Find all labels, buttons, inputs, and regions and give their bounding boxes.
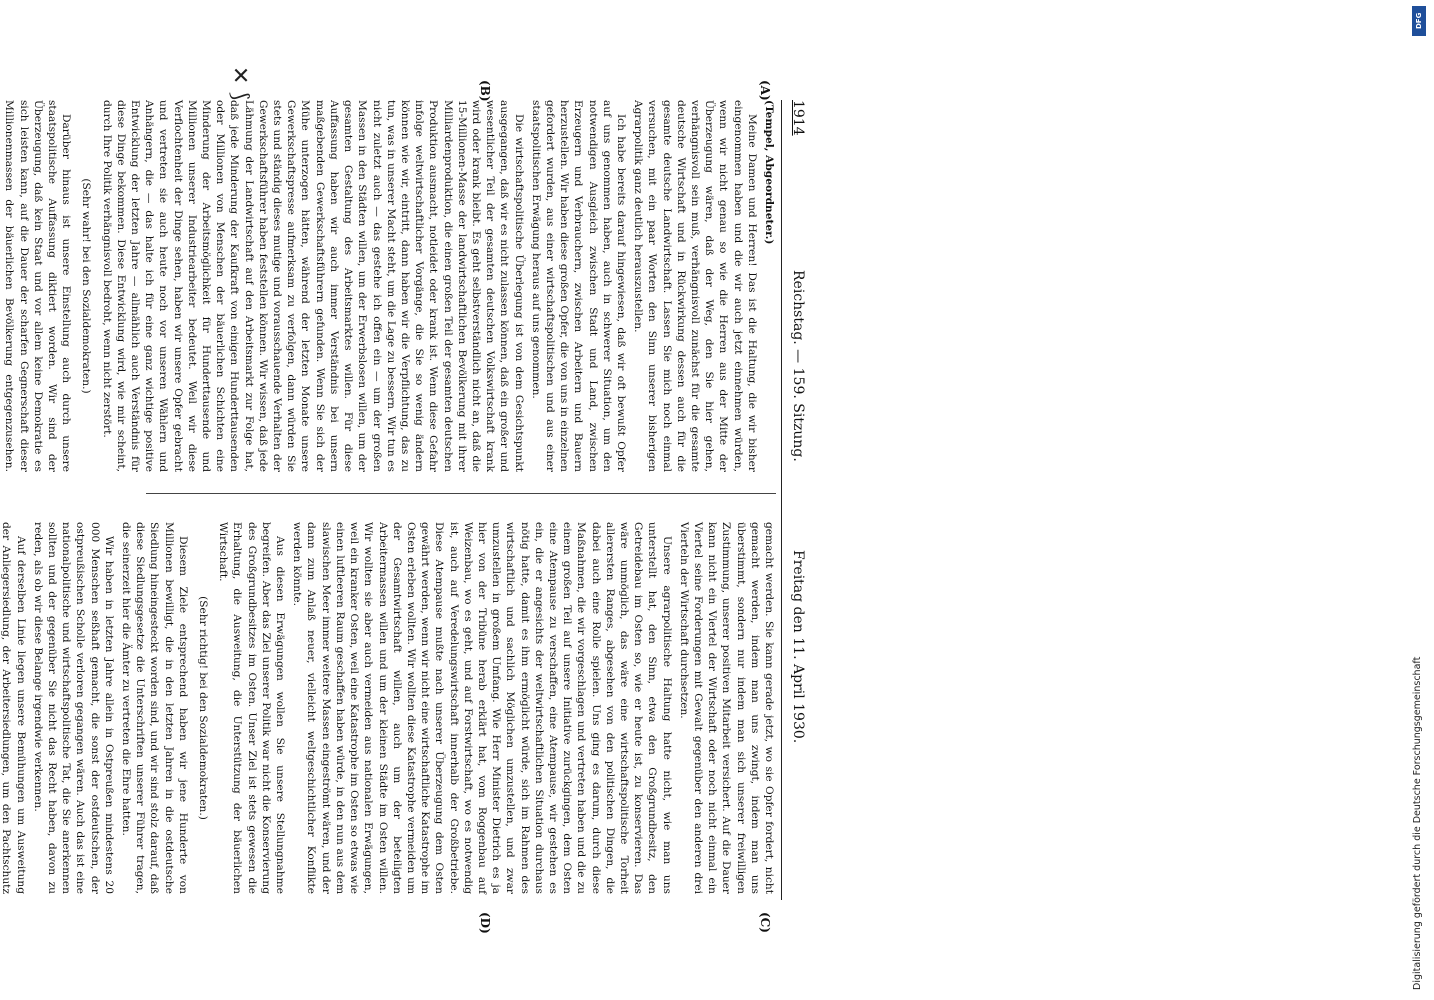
interjection: (Sehr richtig! bei den Sozialdemokraten.) — [197, 596, 210, 820]
paragraph: Wir haben in letzten Jahre allein in Ostpreußen mindestens 20 000 Menschen seßhaft gemacht, die sonst der ostdeutschen, der ostpreußischen Scholle verloren gegangen wären. Auch das ist eine nationalpolitische und wirtschaftspolitische Tat, die Sie anerkennen sollten und der gegenüber Sie nicht das Recht haben, davon zu reden, als ob wir diese Belange irgendwie verkennen. — [31, 522, 115, 894]
paragraph: Meine Damen und Herren! Das ist die Haltung, die wir bisher eingenommen haben und die wir auch jetzt einnehmen würden, wenn wir nicht genau so wie die Herren aus der Mitte der Überzeugung wären, daß der Weg, den Sie hier gehen, verhängnisvoll sein muß, verhängnisvoll zunächst für die gesamte deutsche Wirtschaft und in Rückwirkung dessen auch für die gesamte deutsche Landwirtschaft. Lassen Sie mich noch einmal versuchen, mit ein paar Worten den Sinn unserer bisherigen Agrarpolitik ganz deutlich herauszustellen. — [632, 100, 758, 472]
session-title: Reichstag. — 159. Sitzung. — [790, 270, 806, 462]
interjection: (Sehr wahr! bei den Sozialdemokraten.) — [80, 178, 93, 394]
header-rule — [781, 100, 782, 900]
margin-letter-b: (B) — [478, 80, 492, 102]
paragraph: Darüber hinaus ist unsere Einstellung auch durch unsere staatspolitische Auffassung diktiert worden. Wir sind der Überzeugung, daß kein Staat und vor allem keine Demokratie es sich leisten kann, auf die Dauer der scharfen Gegnerschaft dieser Millionenmassen der bäuerlichen Bevölkerung entgegenzusehen. — [3, 100, 73, 472]
page-number: 1914 — [790, 100, 806, 136]
paragraph: Diesem Ziele entsprechend haben wir jene Hunderte von Millionen bewilligt, die in den letzten Jahren in die ostdeutsche Siedlung hineingesteckt worden sind, und wir sind stolz darauf, daß diese Siedlungsgesetze die Unterschriften unserer Führer tragen, die seinerzeit hier die Ämter zu vertreten die Ehre hatten. — [120, 522, 189, 894]
left-column — [3, 100, 776, 472]
document-page — [0, 60, 812, 940]
margin-letter-a: (A) — [758, 80, 772, 101]
session-date: Freitag den 11. April 1930. — [790, 550, 806, 744]
margin-letter-c: (C) — [758, 912, 772, 933]
handwritten-marks: ✕ ⟆ — [227, 66, 252, 101]
paragraph: Auf derselben Linie liegen unsere Bemühungen um Ausweitung der Anliegersiedlung, der Arbeitersiedlungen, um den Pachtschutz — [0, 522, 27, 894]
margin-letter-d: (D) — [478, 912, 492, 934]
column-divider — [146, 493, 776, 494]
paragraph: Unsere agrarpolitische Haltung hatte nicht, wie man uns unterstellt hat, den Sinn, etwa den Großgrundbesitz, den Getreidebau im Osten so, wie er heute ist, zu konservieren. Das wäre unmöglich, das wäre eine wirtschaftspolitische Torheit allerersten Ranges, abgesehen von den politischen Dingen, die dabei auch eine Rolle spielen. Uns ging es darum, durch diese Maßnahmen, die wir vorgeschlagen und vertreten haben und die zu einem großen Teil auf unsere Initiative zurückgingen, dem Osten eine Atempause zu verschaffen, eine Atempause, wir gestehen es ein, die er angesichts der weltwirtschaftlichen Situation durchaus nötig hatte, damit es ihm ermöglicht würde, sich im Rahmen des wirtschaftlich und sachlich Möglichen umzustellen, und zwar umzustellen in großem Umfang. Wie Herr Minister Dietrich es ja hier von der Tribüne herab erklärt hat, vom Roggenbau auf Weizenbau, wo es geht, und auf Forstwirtschaft, wo es notwendig ist, auch auf Veredelungswirtschaft innerhalb der Großbetriebe. Diese Atempause mußte nach unserer Überzeugung dem Osten gewährt werden, wenn wir nicht eine wirtschaftliche Katastrophe im Osten erleben wollten. Wir wollten diese Katastrophe vermeiden um der Gesamtwirtschaft willen, auch um der beteiligten Arbeitermassen willen und um der kleinen Städte im Osten willen. Wir wollten sie aber auch vermeiden aus nationalen Erwägungen, weil ein kranker Osten, weil eine Katastrophe im Osten so etwas wie einen luftleeren Raum geschaffen haben würde, in den nun aus dem slawischen Meer immer weitere Massen eingeströmt wären, und der dann zum Anlaß neuer, vielleicht weltgeschichtlicher Konflikte werden könnte. — [291, 522, 673, 894]
paragraph: Ich habe bereits darauf hingewiesen, daß wir oft bewußt Opfer auf uns genommen haben, auch in schwerer Situation, um den notwendigen Ausgleich zwischen Stadt und Land, zwischen Erzeugern und Verbrauchern, zwischen Arbeitern und Bauern herzustellen. Wir haben diese großen Opfer, die von uns in einzelnen gefordert wurden, aus einer wirtschaftspolitischen und aus einer staatspolitischen Erwägung heraus auf uns genommen. — [529, 100, 627, 472]
speaker-line: (Tempel, Abgeordneter.) — [763, 100, 775, 245]
paragraph: Aus diesen Erwägungen wollen Sie unsere Stellungnahme begreifen. Aber das Ziel unserer Politik war nicht die Konservierung des Großgrundbesitzes im Osten. Unser Ziel ist stets gewesen die Erhaltung, die Ausweitung, die Unterstützung der bäuerlichen Wirtschaft. — [217, 522, 287, 894]
right-column — [0, 522, 776, 894]
credit-strip — [1410, 0, 1430, 1000]
dfg-logo-badge: DFG — [1412, 6, 1426, 36]
credit-text: Digitalisierung gefördert durch die Deutsche Forschungsgemeinschaft — [1412, 656, 1423, 990]
running-head — [784, 100, 806, 900]
paragraph: Die wirtschaftspolitische Überlegung ist von dem Gesichtspunkt ausgegangen, daß wir es nicht zulassen können, daß ein großer und wesentlicher Teil der gesamten deutschen Volkswirtschaft krank wird oder krank bleibt. Es geht selbstverständlich nicht an, daß die 15-Millionen-Masse der landwirtschaftlichen Bevölkerung mit ihrer Milliardenproduktion, die einen großen Teil der gesamten deutschen Produktion ausmacht, notleidet oder krank ist. Wenn diese Gefahr infolge weltwirtschaftlicher Vorgänge, die Sie so wenig ändern können wie wir, eintritt, dann haben wir die Verpflichtung, das zu tun, was in unserer Macht steht, um die Lage zu bessern. Wir tun es nicht zuletzt auch — das gestehe ich offen ein — um der großen Massen in den Städten willen, um der Erwerbslosen willen, um der gesamten Gestaltung des Arbeitsmarktes willen. Für diese Auffassung haben wir auch immer Verständnis bei unsern maßgebenden Gewerkschaftsführern gefunden. Wenn Sie sich der Mühe unterzogen hätten, während der letzten Monate unsere Gewerkschaftspresse aufmerksam zu verfolgen, dann würden Sie stets und ständig dieses mutige und vorausschauende Verhalten der Gewerkschaftsführer haben feststellen können. Wir wissen, daß jede Lähmung der Landwirtschaft auf den Arbeitsmarkt zur Folge hat, daß jede Minderung der Kaufkraft von einigen Hunderttausenden oder Millionen von Menschen der bäuerlichen Schichten eine Minderung der Arbeitsmöglichkeit für Hunderttausende und Millionen unserer Industriearbeiter bedeutet. Weil wir diese Verflochtenheit der Dinge sehen, haben wir unsere Opfer gebracht und vertreten sie auch heute noch vor unseren Wählern und Anhängern, die — das halte ich für eine ganz wichtige positive Entwicklung der letzten Jahre — allmählich auch Verständnis für diese Dinge bekommen. Diese Entwicklung wird, wie mir scheint, durch Ihre Politik verhängnisvoll bedroht, wenn nicht zerstört. — [100, 100, 525, 472]
paragraph: gemacht werden. Sie kann gerade jetzt, wo sie Opfer fordert, nicht gemacht werden, indem man uns zwingt, indem man uns überstimmt, sondern nur indem man sich unserer freiwilligen Zustimmung, unserer positiven Mitarbeit versichert. Auf die Dauer kann nicht ein Viertel der Wirtschaft oder noch nicht einmal ein Viertel seine Forderungen mit Gewalt gegenüber den anderen drei Vierteln der Wirtschaft durchsetzen. — [677, 522, 775, 894]
